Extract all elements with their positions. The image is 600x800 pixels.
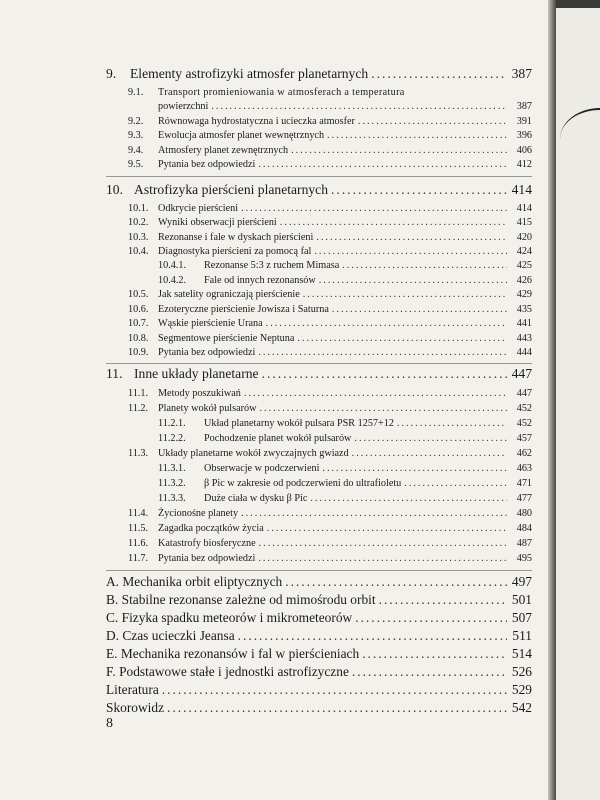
toc-entry[interactable]	[106, 318, 532, 329]
page-number: 406	[516, 145, 532, 156]
page-number: 495	[516, 553, 532, 564]
toc-entry[interactable]	[106, 246, 532, 257]
dot-leader	[310, 493, 507, 504]
section-title: Diagnostyka pierścieni za pomocą fal	[158, 246, 312, 257]
page-number: 497	[511, 574, 532, 589]
chapter-title: Inne układy planetarne	[134, 366, 259, 381]
toc-subentry[interactable]	[106, 463, 532, 474]
toc-entry[interactable]	[106, 289, 532, 300]
chapter-title: Elementy astrofizyki atmosfer planetarnych	[130, 66, 369, 81]
dot-leader	[404, 478, 507, 489]
toc-entry[interactable]	[106, 538, 532, 549]
page-number: 441	[516, 318, 532, 329]
page-number: 542	[511, 700, 532, 715]
toc-entry[interactable]	[106, 403, 532, 414]
page-number: 477	[516, 493, 532, 504]
divider	[106, 363, 532, 364]
page-number: 514	[511, 646, 532, 661]
section-number: 11.3.	[128, 448, 148, 459]
page-number: 424	[516, 246, 532, 257]
dot-leader	[258, 159, 507, 170]
toc-entry[interactable]	[106, 388, 532, 399]
page-number: 480	[516, 508, 532, 519]
page-number: 414	[511, 182, 532, 197]
section-title: Jak satelity ograniczają pierścienie	[158, 289, 300, 300]
dot-leader	[238, 628, 507, 644]
section-title: Równowaga hydrostatyczna i ucieczka atmosfer	[158, 116, 355, 127]
subsection-title: Układ planetarny wokół pulsara PSR 1257+12	[204, 418, 394, 429]
subsection-title: Fale od innych rezonansów	[204, 275, 316, 286]
toc-entry[interactable]	[106, 217, 532, 228]
toc-appendix-c[interactable]	[106, 610, 532, 626]
section-title: Odkrycie pierścieni	[158, 203, 239, 214]
toc-appendix-a[interactable]	[106, 574, 532, 590]
page-number: 426	[516, 275, 532, 286]
dot-leader	[371, 66, 507, 82]
dot-leader	[303, 289, 507, 300]
toc-subentry[interactable]	[106, 478, 532, 489]
divider	[106, 176, 532, 177]
dot-leader	[259, 538, 507, 549]
page-number: 452	[516, 403, 532, 414]
page-number: 501	[511, 592, 532, 607]
dot-leader	[241, 508, 507, 519]
page-number: 507	[511, 610, 532, 625]
page-number: 412	[516, 159, 532, 170]
toc-entry[interactable]	[106, 347, 532, 358]
dot-leader	[259, 403, 507, 414]
facing-page-figure-arc	[560, 108, 600, 170]
dot-leader	[266, 318, 507, 329]
section-number: 10.9.	[128, 347, 149, 358]
toc-appendix-e[interactable]	[106, 646, 532, 662]
page-number: 447	[511, 366, 532, 381]
section-number: 10.4.	[128, 246, 149, 257]
appendix-title: E. Mechanika rezonansów i fal w pierścieniach	[106, 646, 360, 661]
toc-entry[interactable]	[106, 333, 532, 344]
page-number: 387	[511, 66, 532, 81]
page-number: 415	[516, 217, 532, 228]
dot-leader	[352, 664, 507, 680]
toc-appendix-f[interactable]	[106, 664, 532, 680]
appendix-title: Literatura	[106, 682, 159, 697]
page-number: 457	[516, 433, 532, 444]
toc-subentry[interactable]	[106, 275, 532, 286]
section-title: Atmosfery planet zewnętrznych	[158, 145, 289, 156]
section-number: 9.3.	[128, 130, 144, 141]
page-number: 511	[512, 628, 532, 643]
section-title: Wyniki obserwacji pierścieni	[158, 217, 277, 228]
page-number: 425	[516, 260, 532, 271]
section-number: 11.7.	[128, 553, 148, 564]
page-number: 462	[516, 448, 532, 459]
subsection-number: 11.3.2.	[158, 478, 186, 489]
section-title: Układy planetarne wokół zwyczajnych gwiazd	[158, 448, 349, 459]
subsection-title: Rezonanse 5:3 z ruchem Mimasa	[204, 260, 340, 271]
subsection-number: 10.4.2.	[158, 275, 187, 286]
subsection-number: 11.3.1.	[158, 463, 186, 474]
toc-entry[interactable]	[106, 87, 532, 98]
dot-leader	[167, 700, 507, 716]
subsection-number: 11.2.2.	[158, 433, 186, 444]
dot-leader	[314, 246, 507, 257]
toc-entry[interactable]	[106, 523, 532, 534]
dot-leader	[267, 523, 507, 534]
toc-chapter-10[interactable]	[106, 182, 532, 198]
toc-entry[interactable]	[106, 232, 532, 243]
book-spine-shadow	[548, 0, 556, 800]
section-number: 10.8.	[128, 333, 149, 344]
section-title-line1: Transport promieniowania w atmosferach a temperatura	[158, 87, 405, 98]
appendix-title: C. Fizyka spadku meteorów i mikrometeorów	[106, 610, 353, 625]
dot-leader	[331, 182, 507, 198]
dot-leader	[285, 574, 507, 590]
section-number: 9.2.	[128, 116, 144, 127]
page-number: 391	[516, 116, 532, 127]
dot-leader	[319, 275, 507, 286]
page-number: 452	[516, 418, 532, 429]
section-title: Wąskie pierścienie Urana	[158, 318, 263, 329]
page-number: 529	[511, 682, 532, 697]
appendix-title: Skorowidz	[106, 700, 165, 715]
dot-leader	[327, 130, 507, 141]
subsection-title: Pochodzenie planet wokół pulsarów	[204, 433, 352, 444]
subsection-title: Duże ciała w dysku β Pic	[204, 493, 308, 504]
appendix-title: F. Podstawowe stałe i jednostki astrofizyczne	[106, 664, 349, 679]
divider	[106, 570, 532, 571]
section-number: 10.1.	[128, 203, 149, 214]
section-number: 11.5.	[128, 523, 148, 534]
page-number: 396	[516, 130, 532, 141]
page-number: 444	[516, 347, 532, 358]
toc-entry[interactable]	[106, 159, 532, 170]
section-title: Rezonanse i fale w dyskach pierścieni	[158, 232, 314, 243]
toc-subentry[interactable]	[106, 433, 532, 444]
dot-leader	[397, 418, 507, 429]
section-number: 10.5.	[128, 289, 149, 300]
chapter-number: 11.	[106, 366, 123, 381]
section-number: 11.4.	[128, 508, 148, 519]
section-number: 11.6.	[128, 538, 148, 549]
section-number: 10.6.	[128, 304, 149, 315]
subsection-title: Obserwacje w podczerwieni	[204, 463, 320, 474]
appendix-title: B. Stabilne rezonanse zależne od mimośrodu orbit	[106, 592, 376, 607]
page-number: 387	[516, 101, 532, 112]
page-number: 487	[516, 538, 532, 549]
page-number: 447	[516, 388, 532, 399]
appendix-title: A. Mechanika orbit eliptycznych	[106, 574, 283, 589]
page-number: 484	[516, 523, 532, 534]
section-title: Metody poszukiwań	[158, 388, 241, 399]
dot-leader	[162, 682, 507, 698]
section-number: 10.7.	[128, 318, 149, 329]
appendix-title: D. Czas ucieczki Jeansa	[106, 628, 235, 643]
dot-leader	[352, 448, 507, 459]
section-title: Ezoteryczne pierścienie Jowisza i Saturna	[158, 304, 329, 315]
toc-subentry[interactable]	[106, 418, 532, 429]
dot-leader	[280, 217, 507, 228]
toc-chapter-11[interactable]	[106, 366, 532, 382]
dot-leader	[258, 347, 507, 358]
section-title: Zagadka początków życia	[158, 523, 264, 534]
subsection-number: 10.4.1.	[158, 260, 187, 271]
page-number: 435	[516, 304, 532, 315]
page-number: 463	[516, 463, 532, 474]
dot-leader	[358, 116, 507, 127]
section-title: Planety wokół pulsarów	[158, 403, 257, 414]
dot-leader	[291, 145, 507, 156]
section-title: Segmentowe pierścienie Neptuna	[158, 333, 295, 344]
section-title: Życionośne planety	[158, 508, 239, 519]
section-title: Pytania bez odpowiedzi	[158, 347, 256, 358]
section-title: Katastrofy biosferyczne	[158, 538, 256, 549]
toc-appendix-d[interactable]	[106, 628, 532, 644]
page-number: 414	[516, 203, 532, 214]
chapter-title: Astrofizyka pierścieni planetarnych	[134, 182, 329, 197]
section-title: Pytania bez odpowiedzi	[158, 159, 256, 170]
toc-entry[interactable]	[106, 448, 532, 459]
section-number: 9.5.	[128, 159, 144, 170]
dot-leader	[244, 388, 507, 399]
toc-subentry[interactable]	[106, 260, 532, 271]
toc-entry[interactable]	[106, 553, 532, 564]
dot-leader	[322, 463, 507, 474]
toc-chapter-9[interactable]	[106, 66, 532, 82]
dot-leader	[379, 592, 507, 608]
section-number: 11.2.	[128, 403, 148, 414]
toc-entry[interactable]	[106, 101, 532, 112]
toc-appendix-b[interactable]	[106, 592, 532, 608]
toc-entry[interactable]	[106, 203, 532, 214]
page-number: 443	[516, 333, 532, 344]
toc-entry[interactable]	[106, 116, 532, 127]
dot-leader	[362, 646, 507, 662]
page-number: 420	[516, 232, 532, 243]
dot-leader	[316, 232, 507, 243]
section-number: 9.1.	[128, 87, 144, 98]
toc-entry[interactable]	[106, 304, 532, 315]
dot-leader	[262, 366, 507, 382]
dot-leader	[342, 260, 507, 271]
section-number: 10.3.	[128, 232, 149, 243]
dot-leader	[211, 101, 507, 112]
subsection-number: 11.3.3.	[158, 493, 186, 504]
section-title: powierzchni	[158, 101, 209, 112]
dot-leader	[332, 304, 507, 315]
dot-leader	[241, 203, 507, 214]
dot-leader	[297, 333, 507, 344]
page-number: 526	[511, 664, 532, 679]
section-number: 10.2.	[128, 217, 149, 228]
page-number: 471	[516, 478, 532, 489]
toc-entry[interactable]	[106, 145, 532, 156]
dot-leader	[258, 553, 507, 564]
folio-page-number: 8	[106, 716, 113, 731]
page-number: 429	[516, 289, 532, 300]
toc-index[interactable]	[106, 700, 532, 716]
section-title: Ewolucja atmosfer planet wewnętrznych	[158, 130, 325, 141]
chapter-number: 9.	[106, 66, 117, 81]
toc-subentry[interactable]	[106, 493, 532, 504]
section-number: 11.1.	[128, 388, 148, 399]
toc-literature[interactable]	[106, 682, 532, 698]
chapter-number: 10.	[106, 182, 123, 197]
subsection-title: β Pic w zakresie od podczerwieni do ultrafioletu	[204, 478, 402, 489]
facing-page	[556, 8, 600, 800]
section-number: 9.4.	[128, 145, 144, 156]
toc-entry[interactable]	[106, 130, 532, 141]
toc-entry[interactable]	[106, 508, 532, 519]
dot-leader	[354, 433, 507, 444]
subsection-number: 11.2.1.	[158, 418, 186, 429]
dot-leader	[355, 610, 507, 626]
section-title: Pytania bez odpowiedzi	[158, 553, 256, 564]
